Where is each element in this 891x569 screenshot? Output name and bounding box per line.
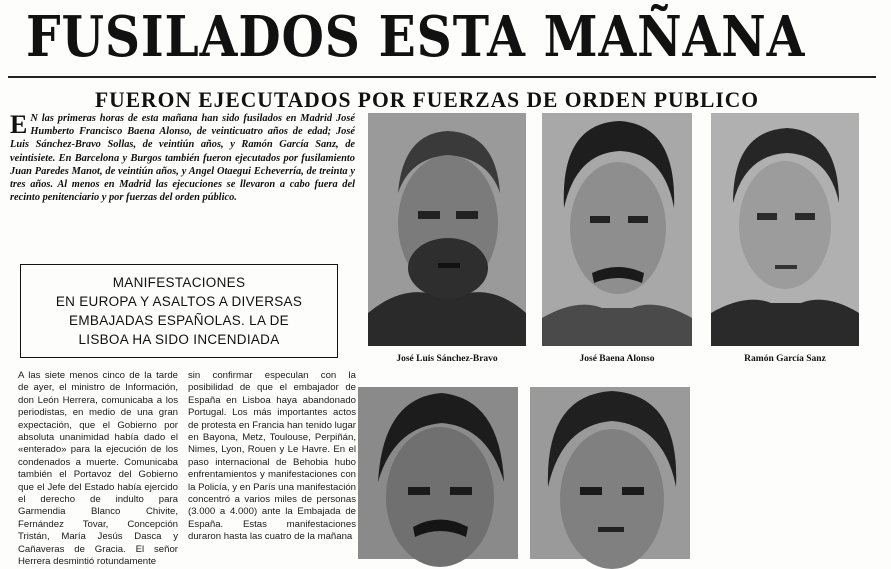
headline: FUSILADOS ESTA MAÑANA [26, 4, 806, 70]
portrait-baena-alonso [542, 113, 692, 346]
photo-caption: José Baena Alonso [579, 354, 655, 364]
boxed-headline [20, 264, 338, 358]
box-line: EN EUROPA Y ASALTOS A DIVERSAS [55, 294, 303, 309]
portrait-sanchez-bravo [368, 113, 526, 346]
lead-text: N las primeras horas de esta mañana han sido fusilados en Madrid José Humberto Francisco Baena Alonso, de veinticuatro años de edad; José Luis Sánchez-Bravo Sollas, de veintiún años, y Ramón García Sanz, de veintisiete. En Barcelona y Burgos también fueron ejecutados por fusilamiento Juan Paredes Manot, de veintiún años, y Angel Otaegui Echeverría, de treinta y tres años. Al menos en Madrid las ejecuciones se llevaron a cabo fuera del recinto penitenciario y por fuerzas del orden público. [10, 113, 355, 204]
box-line: EMBAJADAS ESPAÑOLAS. LA DE [69, 313, 289, 328]
article-column-2: sin confirmar especulan con la posibilidad de que el embajador de España en Lisboa haya abandonado Portugal. Los más importantes actos de protesta en Francia han tenido lugar en Bayona, Metz, Toulouse, Perpiñán, Nimes, Lyon, Rouen y Le Havre. En el paso internacional de Behobia hubo enfrentamientos y manifestaciones con la Policía, y en París una manifestación concentró a varios miles de personas (3.000 a 4.000) ante la Embajada de España. Estas manifestaciones duraron hasta las cuatro de la mañana [188, 370, 356, 543]
lead-paragraph [10, 112, 355, 252]
portrait-paredes-manot [358, 387, 518, 559]
photo-caption: Ramón García Sanz [744, 354, 826, 364]
box-line: LISBOA HA SIDO INCENDIADA [78, 332, 280, 347]
subheadline: FUERON EJECUTADOS POR FUERZAS DE ORDEN PUBLICO [95, 87, 759, 112]
portrait-garcia-sanz [711, 113, 859, 346]
headline-rule [8, 76, 876, 78]
photo-caption: José Luis Sánchez-Bravo [396, 354, 498, 364]
portrait-otaegui [530, 387, 690, 559]
dropcap: E [10, 110, 28, 139]
box-line: MANIFESTACIONES [112, 275, 246, 290]
article-column-1: A las siete menos cinco de la tarde de ayer, el ministro de Información, don León Herrera, comunicaba a los periodistas, en medio de una gran expectación, que el Gobierno por absoluta unanimidad había dado el «enterado» para la ejecución de los condenados a muerte. Comunicaba también el Portavoz del Gobierno que el Jefe del Estado había ejercido el derecho de indulto para Garmendia Blanco Chivite, Fernández Tovar, Concepción Tristán, María Jesús Dasca y Cañaveras de Gracia. El señor Herrera desmintió rotundamente [18, 370, 178, 568]
